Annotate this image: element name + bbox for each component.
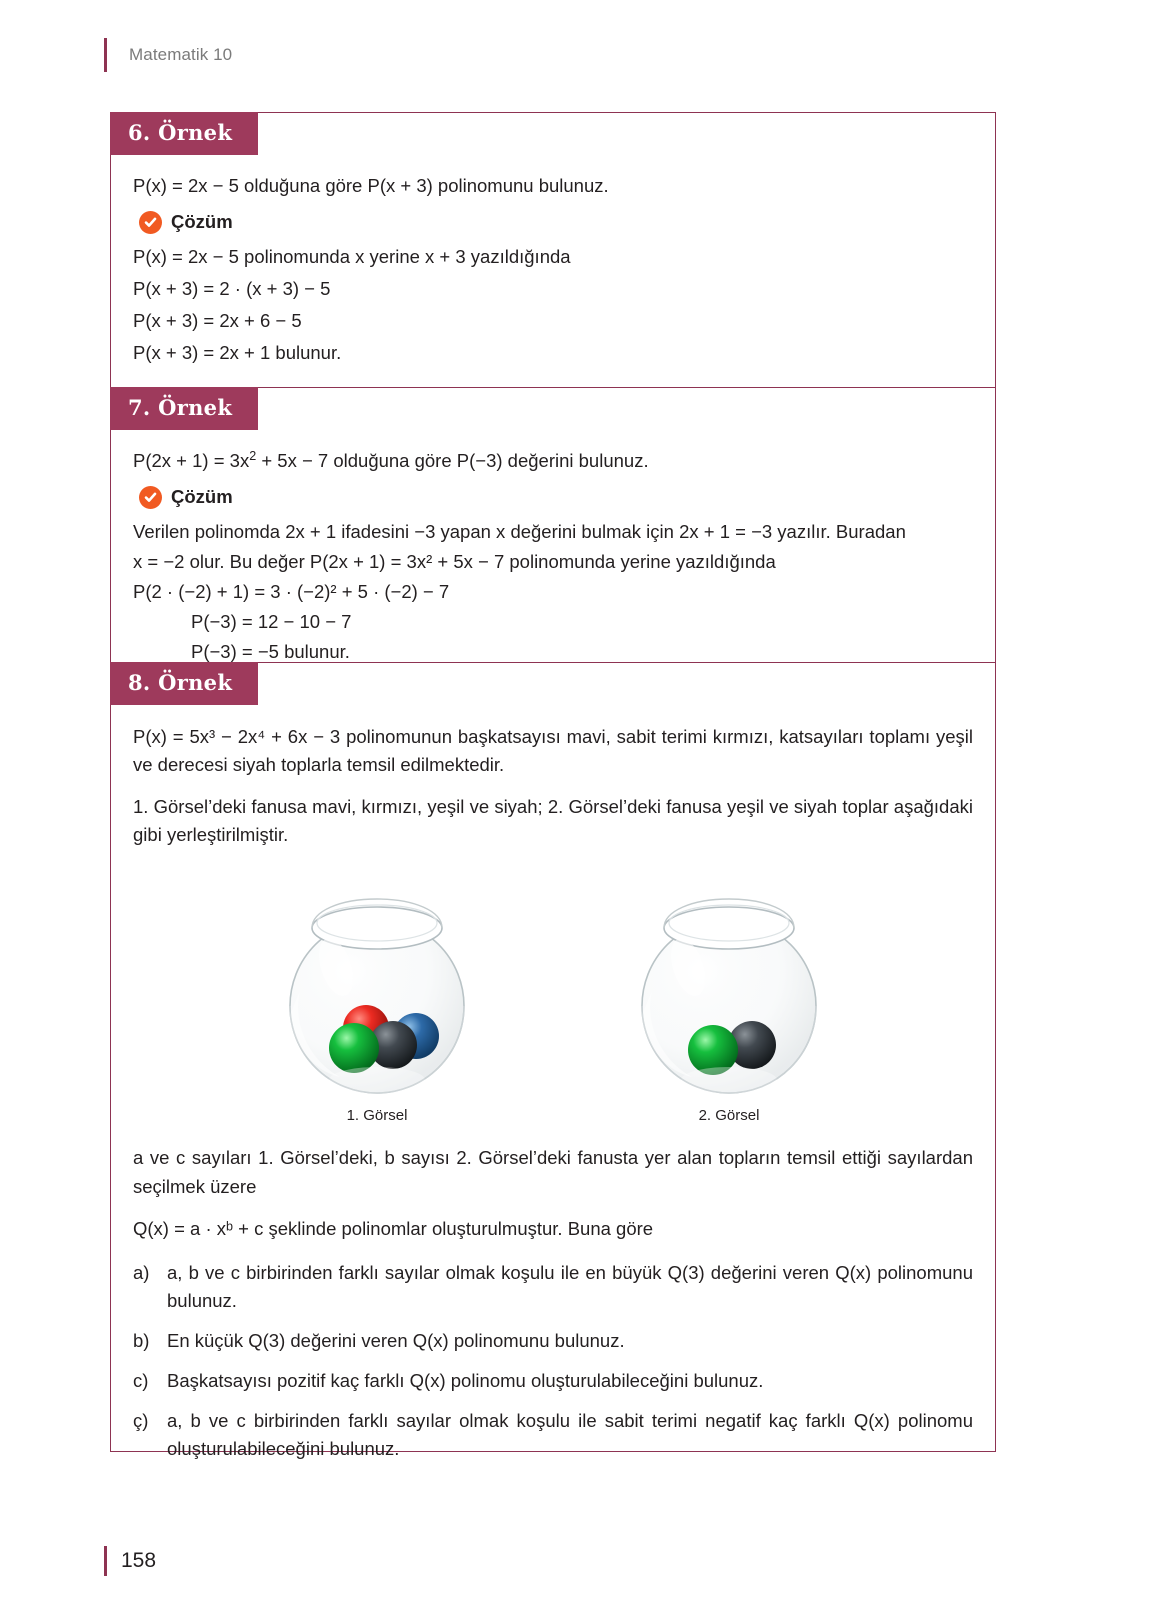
example-6-step-4: P(x + 3) = 2x + 1 bulunur. bbox=[133, 341, 342, 363]
example-7-step-3: P(2 · (−2) + 1) = 3 · (−2)² + 5 · (−2) − 7 bbox=[133, 580, 450, 602]
running-header bbox=[104, 38, 232, 72]
check-circle-icon bbox=[139, 211, 162, 234]
question-item-b bbox=[133, 1327, 973, 1355]
figure-row bbox=[133, 875, 973, 1124]
example-6-step-2: P(x + 3) = 2 · (x + 3) − 5 bbox=[133, 277, 331, 299]
example-7-body bbox=[111, 430, 995, 685]
figure-1-caption: 1. Görsel bbox=[346, 1107, 408, 1125]
question-text-ch: a, b ve c birbirinden farklı sayılar olmak koşulu ile sabit terimi negatif kaç farklı Q(x) polinomu oluşturulabileceğini bulunuz. bbox=[167, 1410, 973, 1460]
example-box-6 bbox=[110, 112, 996, 389]
question-list bbox=[133, 1259, 973, 1464]
example-8-paragraph-3: a ve c sayıları 1. Görsel’deki, b sayısı 2. Görsel’deki fanusta yer alan topların temsil ettiği sayılardan seçilmek üzere bbox=[133, 1147, 973, 1197]
question-text-b: En küçük Q(3) değerini veren Q(x) polinomunu bulunuz. bbox=[167, 1329, 625, 1351]
check-circle-icon bbox=[139, 486, 162, 509]
example-6-step-3: P(x + 3) = 2x + 6 − 5 bbox=[133, 309, 302, 331]
question-item-ch bbox=[133, 1407, 973, 1463]
solution-label-7: Çözüm bbox=[171, 486, 233, 508]
example-8-paragraph-2: 1. Görsel’deki fanusa mavi, kırmızı, yeşil ve siyah; 2. Görsel’deki fanusa yeşil ve siyah toplar aşağıdaki gibi yerleştirilmiştir. bbox=[133, 796, 973, 846]
question-marker-a: a) bbox=[133, 1261, 150, 1283]
example-7-problem bbox=[133, 446, 973, 476]
page-number: 158 bbox=[121, 1549, 157, 1572]
glass-base-shine bbox=[681, 1067, 777, 1093]
header-accent-bar bbox=[104, 38, 107, 72]
glass-base-shine bbox=[329, 1067, 425, 1093]
example-7-step-2: x = −2 olur. Bu değer P(2x + 1) = 3x² + 5x − 7 polinomunda yerine yazıldığında bbox=[133, 550, 776, 572]
example-6-step-1: P(x) = 2x − 5 polinomunda x yerine x + 3 yazıldığında bbox=[133, 245, 571, 267]
example-7-step-5: P(−3) = −5 bulunur. bbox=[191, 640, 350, 662]
question-text-c: Başkatsayısı pozitif kaç farklı Q(x) polinomu oluşturulabileceğini bulunuz. bbox=[167, 1370, 764, 1392]
fishbowl-2-illustration bbox=[614, 875, 844, 1103]
green-ball bbox=[329, 1023, 379, 1073]
example-8-heading: 8. Örnek bbox=[110, 662, 258, 705]
example-8-paragraph-1: P(x) = 5x³ − 2x⁴ + 6x − 3 polinomunun başkatsayısı mavi, sabit terimi kırmızı, katsayıları toplamı yeşil ve derecesi siyah toplarla temsil edilmektedir. bbox=[133, 726, 973, 776]
example-6-body bbox=[111, 155, 995, 388]
solution-label-row-6 bbox=[139, 211, 973, 234]
page-footer bbox=[104, 1544, 156, 1578]
example-box-8 bbox=[110, 662, 996, 1460]
example-7-heading: 7. Örnek bbox=[110, 387, 258, 430]
example-7-problem-pre: P(2x + 1) = 3x bbox=[133, 450, 250, 471]
figure-2-caption: 2. Görsel bbox=[698, 1107, 760, 1125]
footer-accent-bar bbox=[104, 1546, 107, 1576]
example-7-problem-exponent: 2 bbox=[249, 448, 257, 463]
question-marker-c: c) bbox=[133, 1370, 149, 1392]
solution-label-row-7 bbox=[139, 486, 973, 509]
fishbowl-2-svg bbox=[614, 875, 844, 1103]
figure-1 bbox=[262, 875, 492, 1124]
example-box-7 bbox=[110, 387, 996, 686]
figure-2 bbox=[614, 875, 844, 1124]
book-title: Matematik 10 bbox=[129, 45, 233, 64]
question-item-c bbox=[133, 1367, 973, 1395]
solution-label-6: Çözüm bbox=[171, 211, 233, 233]
question-item-a bbox=[133, 1259, 973, 1315]
fishbowl-1-illustration bbox=[262, 875, 492, 1103]
example-6-problem: P(x) = 2x − 5 olduğuna göre P(x + 3) polinomunu bulunuz. bbox=[133, 175, 609, 196]
fishbowl-1-svg bbox=[262, 875, 492, 1103]
example-6-heading: 6. Örnek bbox=[110, 112, 258, 155]
example-7-step-4: P(−3) = 12 − 10 − 7 bbox=[191, 610, 352, 632]
question-marker-b: b) bbox=[133, 1329, 150, 1351]
question-text-a: a, b ve c birbirinden farklı sayılar olmak koşulu ile en büyük Q(3) değerini veren Q(x) polinomunu bulunuz. bbox=[167, 1261, 973, 1311]
example-8-paragraph-4: Q(x) = a · xᵇ + c şeklinde polinomlar oluşturulmuştur. Buna göre bbox=[133, 1217, 654, 1239]
question-marker-ch: ç) bbox=[133, 1410, 149, 1432]
example-8-body bbox=[111, 705, 995, 1481]
example-7-step-1: Verilen polinomda 2x + 1 ifadesini −3 yapan x değerini bulmak için 2x + 1 = −3 yazılır. Buradan bbox=[133, 520, 906, 542]
example-7-problem-post: + 5x − 7 olduğuna göre P(−3) değerini bulunuz. bbox=[256, 450, 649, 471]
